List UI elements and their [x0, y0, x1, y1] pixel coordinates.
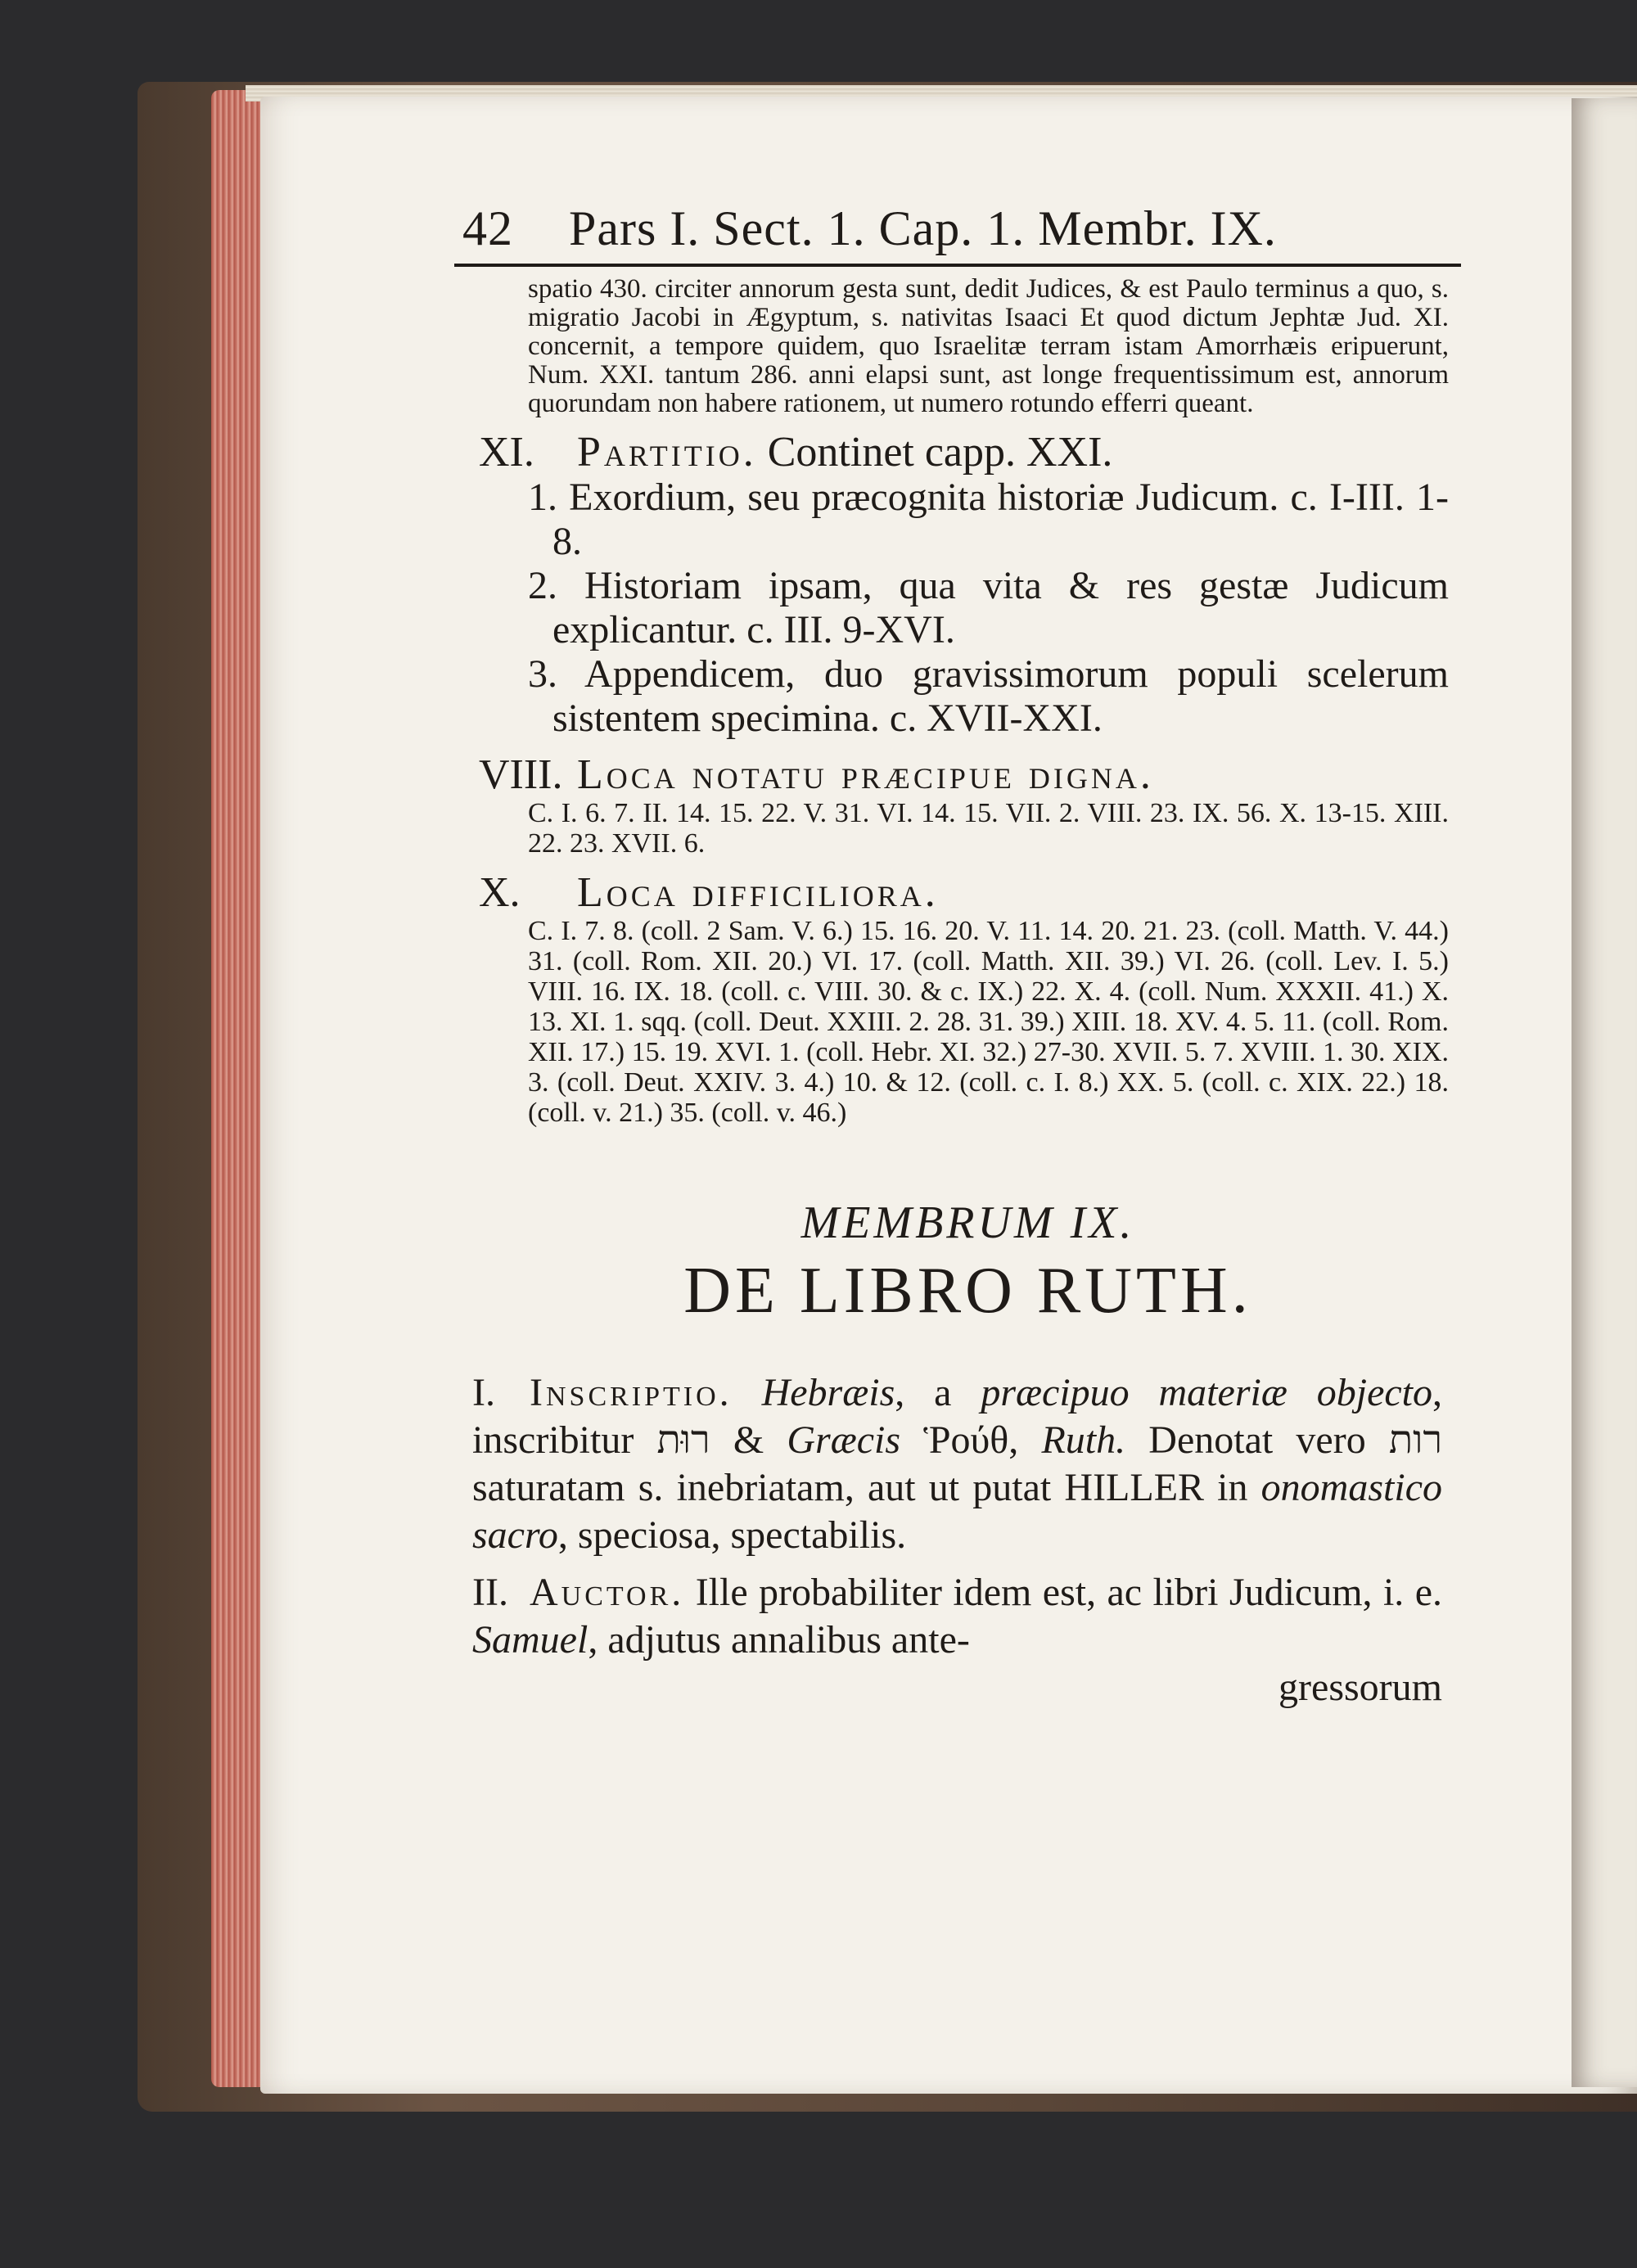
page-number: 42: [462, 201, 513, 255]
section-number: XI.: [479, 429, 534, 476]
auctor-paragraph: [472, 1569, 1442, 1711]
text: , inscribitur: [472, 1371, 1443, 1462]
catchword: gressorum: [1278, 1666, 1442, 1709]
page-edges: [211, 90, 260, 2087]
page-content: [462, 201, 1457, 1711]
membrum-label: MEMBRUM IX.: [800, 1197, 1135, 1248]
section-number: II.: [472, 1571, 508, 1614]
text: Denotat vero: [1148, 1418, 1366, 1462]
italic-text: præcipuo materiæ objecto: [981, 1371, 1433, 1414]
section-partitio: [479, 430, 1457, 476]
italic-text: Hebræis: [761, 1371, 895, 1414]
footnote-text: spatio 430. circiter annorum gesta sunt, dedit Judices, & est Paulo terminus a quo, s. migratio Jacobi in Ægyptum, s. nativitas Isaaci Et quod dictum Jephtæ Jud. XI. concernit, a tempore quidem, quo Israelitæ terram istam Amorrhæis eripuerunt, Num. XXI. tantum 286. anni elapsi sunt, ast longe frequentissimum est, annorum quorundam non habere rationem, ut numero rotundo efferri queant.: [528, 274, 1449, 418]
section-number: VIII.: [479, 751, 563, 798]
list-item: 1. Exordium, seu præcognita historiæ Judicum. c. I-III. 1-8.: [528, 476, 1449, 563]
italic-text: Ruth.: [1041, 1418, 1126, 1462]
section-loca-notatu: [479, 752, 1457, 798]
section-number: X.: [479, 869, 521, 916]
italic-text: onomastico sacro: [472, 1466, 1442, 1557]
greek-word: Ῥούθ: [923, 1418, 1009, 1462]
section-number: I.: [472, 1371, 495, 1414]
italic-text: Græcis: [787, 1418, 901, 1462]
text: , speciosa, spectabilis.: [557, 1513, 907, 1557]
section-label: Auctor.: [530, 1571, 685, 1614]
list-item: 3. Appendicem, duo gravissimorum populi scelerum sistentem specimina. c. XVII-XXI.: [528, 652, 1449, 740]
text: ,: [1008, 1418, 1019, 1462]
text: &: [733, 1418, 764, 1462]
header-rule: [454, 264, 1461, 267]
section-label: Partitio.: [577, 429, 757, 476]
chapter-title: DE LIBRO RUTH.: [683, 1255, 1252, 1327]
inscriptio-paragraph: [472, 1369, 1442, 1559]
running-title: Pars I. Sect. 1. Cap. 1. Membr. IX.: [569, 201, 1277, 255]
loca-notatu-list: C. I. 6. 7. II. 14. 15. 22. V. 31. VI. 14. 15. VII. 2. VIII. 23. IX. 56. X. 13-15. XIII. 22. 23. XVII. 6.: [528, 798, 1449, 859]
section-loca-difficiliora: [479, 870, 1457, 916]
hebrew-word: רוּת: [656, 1418, 710, 1462]
text: saturatam s. inebriatam, aut ut putat HILLER in: [472, 1466, 1248, 1509]
partitio-list: [528, 476, 1449, 741]
facing-page-edge: [1572, 98, 1637, 2087]
running-head: [462, 201, 1457, 257]
hebrew-word: רות: [1388, 1418, 1443, 1462]
section-label: Loca notatu præcipue digna.: [577, 751, 1154, 798]
text: Ille probabiliter idem est, ac libri Judicum, i. e.: [695, 1571, 1443, 1614]
section-label: Inscriptio.: [530, 1371, 733, 1414]
italic-text: Samuel: [472, 1618, 589, 1662]
loca-difficiliora-list: C. I. 7. 8. (coll. 2 Sam. V. 6.) 15. 16. 20. V. 11. 14. 20. 21. 23. (coll. Matth. V. 44.) 31. (coll. Rom. XII. 20.) VI. 17. (coll. Matth. XII. 39.) VI. 26. (coll. Lev. I. 5.) VIII. 16. IX. 18. (coll. c. VIII. 30. & c. IX.) 22. X. 4. (coll. Num. XXXII. 41.) X. 13. XI. 1. sqq. (coll. Deut. XXIII. 2. 28. 31. 39.) XIII. 18. XV. 4. 5. 11. (coll. Rom. XII. 17.) 15. 19. XVI. 1. (coll. Hebr. XI. 32.) 27-30. XVII. 5. 7. XVIII. 1. 30. XIX. 3. (coll. Deut. XXIV. 3. 4.) 10. & 12. (coll. c. I. 8.) XX. 5. (coll. c. XIX. 22.) 18. (coll. v. 21.) 35. (coll. v. 46.): [528, 916, 1449, 1128]
text: , a: [895, 1371, 952, 1414]
footnote-paragraph: [528, 275, 1449, 418]
section-text: Continet capp. XXI.: [767, 429, 1113, 476]
section-label: Loca difficiliora.: [577, 869, 939, 916]
text: , adjutus annalibus ante-: [588, 1618, 970, 1662]
list-item: 2. Historiam ipsam, qua vita & res gestæ Judicum explicantur. c. III. 9-XVI.: [528, 564, 1449, 652]
